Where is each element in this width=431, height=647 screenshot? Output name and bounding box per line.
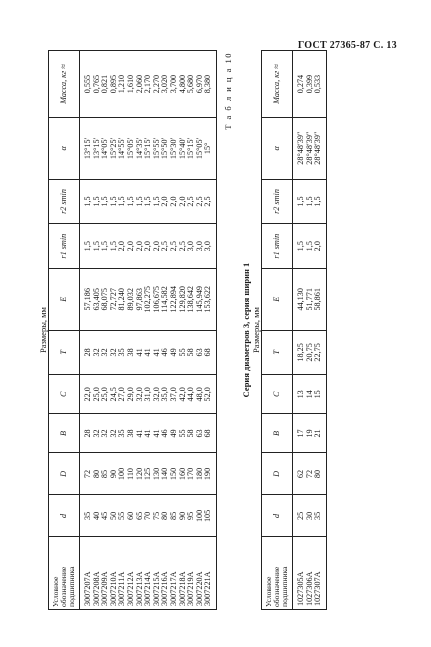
table-cell: 72 <box>305 453 314 495</box>
table-cell: 2,170 <box>144 51 153 118</box>
column-header: r1 smin <box>48 224 79 269</box>
table-cell: 49 <box>169 414 178 453</box>
table-cell: 89,032 <box>126 269 135 330</box>
table-cell: 1,5 <box>135 179 144 224</box>
dimensions-caption: Размеры, мм <box>250 307 261 353</box>
table-cell: 8,380 <box>204 51 216 118</box>
table-cell: 75 <box>152 495 161 537</box>
table-cell: 106,675 <box>152 269 161 330</box>
table-cell: 41 <box>144 414 153 453</box>
table-cell: 1,5 <box>118 179 127 224</box>
table-cell: 57,186 <box>79 269 92 330</box>
table-cell: 1,5 <box>152 179 161 224</box>
table-row <box>101 51 110 610</box>
table-cell: 3,0 <box>195 224 204 269</box>
table-cell: 45 <box>101 495 110 537</box>
column-header: T <box>48 330 79 375</box>
table-cell: 3007207А <box>79 537 92 610</box>
table-cell: 58 <box>187 414 196 453</box>
table-cell: 114,582 <box>161 269 170 330</box>
table-cell: 105 <box>204 495 216 537</box>
table-cell: 32 <box>109 414 118 453</box>
table-cell: 85 <box>101 453 110 495</box>
table-cell: 32,0 <box>135 375 144 414</box>
table-cell: 44,130 <box>292 269 305 330</box>
table-cell: 42,0 <box>178 375 187 414</box>
table-cell: 15°15ʹ <box>187 118 196 179</box>
table-cell: 138,642 <box>187 269 196 330</box>
table-cell: 3007216А <box>161 537 170 610</box>
table-body <box>79 51 216 610</box>
table-cell: 2,0 <box>144 224 153 269</box>
column-header: D <box>261 453 292 495</box>
table-cell: 25 <box>292 495 305 537</box>
table-row <box>126 51 135 610</box>
column-header: d <box>261 495 292 537</box>
table-cell: 28°48ʹ39ʺ <box>292 118 305 179</box>
column-header: Масса, кг ≈ <box>261 51 292 118</box>
table-cell: 3007220А <box>195 537 204 610</box>
table-row <box>92 51 101 610</box>
table-cell: 28 <box>79 330 92 375</box>
column-header: d <box>48 495 79 537</box>
table-cell: 22,0 <box>79 375 92 414</box>
table-row <box>292 51 305 610</box>
table-cell: 20,75 <box>305 330 314 375</box>
table-cell: 1,5 <box>79 179 92 224</box>
table-cell: 0,399 <box>305 51 314 118</box>
table-cell: 2,0 <box>169 179 178 224</box>
column-header: B <box>48 414 79 453</box>
table-cell: 6,970 <box>195 51 204 118</box>
table-cell: 1,5 <box>79 224 92 269</box>
table-cell: 68 <box>204 330 216 375</box>
table-cell: 52,0 <box>204 375 216 414</box>
table-cell: 32 <box>92 414 101 453</box>
table-cell: 55 <box>118 495 127 537</box>
table-cell: 38 <box>126 330 135 375</box>
table-cell: 30 <box>305 495 314 537</box>
table-cell: 1,5 <box>292 179 305 224</box>
table-cell: 80 <box>92 453 101 495</box>
table-cell: 63,405 <box>92 269 101 330</box>
table-cell: 1027305А <box>292 537 305 610</box>
table-cell: 80 <box>314 453 326 495</box>
table-cell: 3,0 <box>204 224 216 269</box>
column-header: α <box>261 118 292 179</box>
column-header: C <box>48 375 79 414</box>
table-cell: 2,5 <box>204 179 216 224</box>
table-cell: 24,5 <box>109 375 118 414</box>
table-cell: 68,075 <box>101 269 110 330</box>
table-cell: 122,894 <box>169 269 178 330</box>
table-cell: 3,700 <box>169 51 178 118</box>
column-header: Условное обозначение подшипника <box>48 537 79 610</box>
table-cell: 0,533 <box>314 51 326 118</box>
page-header: ГОСТ 27365-87 С. 13 <box>297 40 397 51</box>
table-cell: 2,0 <box>161 179 170 224</box>
table-row <box>79 51 92 610</box>
table-cell: 35 <box>314 495 326 537</box>
table-cell: 100 <box>118 453 127 495</box>
table-cell: 51,771 <box>305 269 314 330</box>
table-cell: 48,0 <box>195 375 204 414</box>
table-cell: 1,5 <box>92 179 101 224</box>
table-cell: 35,0 <box>161 375 170 414</box>
table-cell: 85 <box>169 495 178 537</box>
table-cell: 32 <box>109 330 118 375</box>
table-cell: 15°40ʹ <box>178 118 187 179</box>
table-cell: 17 <box>292 414 305 453</box>
table-cell: 60 <box>126 495 135 537</box>
table-cell: 1,5 <box>92 224 101 269</box>
table-cell: 3,020 <box>161 51 170 118</box>
series-caption: Серия диаметров 3, серия ширин 1 <box>240 262 251 398</box>
table-cell: 102,275 <box>144 269 153 330</box>
table-cell: 110 <box>126 453 135 495</box>
table-cell: 63 <box>195 330 204 375</box>
table-cell: 58,861 <box>314 269 326 330</box>
table-cell: 41 <box>144 330 153 375</box>
table-cell: 2,0 <box>135 224 144 269</box>
table-cell: 13°15ʹ <box>92 118 101 179</box>
table-cell: 35 <box>118 414 127 453</box>
table-cell: 29,0 <box>126 375 135 414</box>
table-cell: 1,5 <box>109 224 118 269</box>
table-cell: 14°35ʹ <box>135 118 144 179</box>
table-cell: 62 <box>292 453 305 495</box>
column-header: α <box>48 118 79 179</box>
table-cell: 37,0 <box>169 375 178 414</box>
table-cell: 28 <box>79 414 92 453</box>
table-cell: 35 <box>79 495 92 537</box>
table-cell: 129,820 <box>178 269 187 330</box>
table-cell: 90 <box>109 453 118 495</box>
table-cell: 100 <box>195 495 204 537</box>
table-cell: 15°05ʹ <box>195 118 204 179</box>
table-cell: 81,240 <box>118 269 127 330</box>
table-cell: 1,5 <box>109 179 118 224</box>
table-cell: 1,5 <box>292 224 305 269</box>
table-cell: 1,5 <box>101 224 110 269</box>
table-cell: 1,610 <box>126 51 135 118</box>
column-header: T <box>261 330 292 375</box>
table-cell: 3007221А <box>204 537 216 610</box>
column-header: Масса, кг ≈ <box>48 51 79 118</box>
table-cell: 46 <box>161 330 170 375</box>
table-cell: 140 <box>161 453 170 495</box>
table-cell: 3007217А <box>169 537 178 610</box>
table-cell: 68 <box>204 414 216 453</box>
table-row <box>169 51 178 610</box>
table-cell: 180 <box>195 453 204 495</box>
table-cell: 58 <box>187 330 196 375</box>
table-cell: 15°55ʹ <box>152 118 161 179</box>
table-cell: 41 <box>152 414 161 453</box>
table-row <box>187 51 196 610</box>
table-row <box>109 51 118 610</box>
table-cell: 95 <box>187 495 196 537</box>
table-row <box>144 51 153 610</box>
table-cell: 0,821 <box>101 51 110 118</box>
table-cell: 1,210 <box>118 51 127 118</box>
table-cell: 15°05ʹ <box>126 118 135 179</box>
table-cell: 130 <box>152 453 161 495</box>
table-cell: 32 <box>92 330 101 375</box>
dimensions-caption: Размеры, мм <box>37 307 48 353</box>
table-cell: 2,060 <box>135 51 144 118</box>
table-cell: 70 <box>144 495 153 537</box>
column-header: r2 smin <box>261 179 292 224</box>
table-header-row <box>48 51 79 610</box>
table-cell: 2,5 <box>161 224 170 269</box>
table-cell: 31,0 <box>144 375 153 414</box>
column-header: r2 smin <box>48 179 79 224</box>
table-cell: 0,555 <box>79 51 92 118</box>
table-number: Т а б л и ц а 10 <box>222 52 233 130</box>
table-cell: 3007211А <box>118 537 127 610</box>
table-cell: 160 <box>178 453 187 495</box>
table-cell: 28°48ʹ39ʺ <box>305 118 314 179</box>
table-cell: 3007208А <box>92 537 101 610</box>
table-cell: 72 <box>79 453 92 495</box>
table-cell: 150 <box>169 453 178 495</box>
table-cell: 3007214А <box>144 537 153 610</box>
table-cell: 170 <box>187 453 196 495</box>
table-cell: 153,622 <box>204 269 216 330</box>
table-cell: 55 <box>178 414 187 453</box>
table-cell: 50 <box>109 495 118 537</box>
table-cell: 32 <box>101 330 110 375</box>
table-row <box>195 51 204 610</box>
table-cell: 14°05ʹ <box>101 118 110 179</box>
table-cell: 32,0 <box>152 375 161 414</box>
rotated-content <box>36 50 396 610</box>
table-row <box>204 51 216 610</box>
table-cell: 15°30ʹ <box>169 118 178 179</box>
table-cell: 3007215А <box>152 537 161 610</box>
table-cell: 0,765 <box>92 51 101 118</box>
table-cell: 63 <box>195 414 204 453</box>
table-cell: 72,727 <box>109 269 118 330</box>
table-cell: 15°50ʹ <box>161 118 170 179</box>
table-cell: 1,5 <box>305 224 314 269</box>
bearing-table-series <box>260 50 326 610</box>
table-row <box>152 51 161 610</box>
table-cell: 22,75 <box>314 330 326 375</box>
table-cell: 25,0 <box>92 375 101 414</box>
table-row <box>161 51 170 610</box>
table-cell: 125 <box>144 453 153 495</box>
table-cell: 14 <box>305 375 314 414</box>
table-row <box>118 51 127 610</box>
table-cell: 41 <box>135 330 144 375</box>
table-row <box>135 51 144 610</box>
table-cell: 190 <box>204 453 216 495</box>
table-cell: 4,800 <box>178 51 187 118</box>
table-cell: 3007219А <box>187 537 196 610</box>
table-cell: 18,25 <box>292 330 305 375</box>
table-cell: 27,0 <box>118 375 127 414</box>
table-cell: 2,5 <box>169 224 178 269</box>
table-cell: 15°15ʹ <box>144 118 153 179</box>
table-cell: 21 <box>314 414 326 453</box>
column-header: r1 smin <box>261 224 292 269</box>
table-cell: 15°25ʹ <box>109 118 118 179</box>
table-cell: 1027306А <box>305 537 314 610</box>
table-cell: 28°48ʹ39ʺ <box>314 118 326 179</box>
table-cell: 0,274 <box>292 51 305 118</box>
column-header: E <box>261 269 292 330</box>
table-cell: 13°15ʹ <box>79 118 92 179</box>
table-cell: 14°55ʹ <box>118 118 127 179</box>
table-cell: 3007209А <box>101 537 110 610</box>
table-cell: 38 <box>126 414 135 453</box>
table-cell: 25,0 <box>101 375 110 414</box>
table-header-row <box>261 51 292 610</box>
table-cell: 1,5 <box>305 179 314 224</box>
table-cell: 2,5 <box>178 224 187 269</box>
table-cell: 1,5 <box>144 179 153 224</box>
column-header: C <box>261 375 292 414</box>
table-cell: 46 <box>161 414 170 453</box>
table-cell: 35 <box>118 330 127 375</box>
bearing-table-main <box>48 50 217 610</box>
table-cell: 44,0 <box>187 375 196 414</box>
table-cell: 32 <box>101 414 110 453</box>
table-row <box>314 51 326 610</box>
table-cell: 19 <box>305 414 314 453</box>
table-cell: 3007213А <box>135 537 144 610</box>
table-cell: 49 <box>169 330 178 375</box>
table-cell: 65 <box>135 495 144 537</box>
table-cell: 145,949 <box>195 269 204 330</box>
table-cell: 40 <box>92 495 101 537</box>
table-cell: 1,5 <box>314 179 326 224</box>
table-cell: 90 <box>178 495 187 537</box>
table-cell: 97,863 <box>135 269 144 330</box>
column-header: D <box>48 453 79 495</box>
table-cell: 120 <box>135 453 144 495</box>
table-cell: 2,0 <box>178 179 187 224</box>
table-cell: 2,270 <box>152 51 161 118</box>
table-cell: 15° <box>204 118 216 179</box>
table-cell: 1,5 <box>126 179 135 224</box>
table-cell: 3007212А <box>126 537 135 610</box>
table-cell: 5,680 <box>187 51 196 118</box>
table-cell: 2,5 <box>187 179 196 224</box>
table-cell: 2,0 <box>126 224 135 269</box>
table-cell: 2,0 <box>152 224 161 269</box>
column-header: Условное обозначение подшипника <box>261 537 292 610</box>
table-cell: 41 <box>152 330 161 375</box>
table-cell: 55 <box>178 330 187 375</box>
table-row <box>178 51 187 610</box>
table-cell: 13 <box>292 375 305 414</box>
table-cell: 2,0 <box>118 224 127 269</box>
table-cell: 3007210А <box>109 537 118 610</box>
table-cell: 15 <box>314 375 326 414</box>
table-cell: 3,0 <box>187 224 196 269</box>
table-cell: 2,5 <box>195 179 204 224</box>
column-header: E <box>48 269 79 330</box>
table-cell: 41 <box>135 414 144 453</box>
column-header: B <box>261 414 292 453</box>
table-cell: 3007218А <box>178 537 187 610</box>
table-cell: 1027307А <box>314 537 326 610</box>
table-cell: 2,0 <box>314 224 326 269</box>
table-cell: 0,895 <box>109 51 118 118</box>
table-body <box>292 51 326 610</box>
table-cell: 1,5 <box>101 179 110 224</box>
table-cell: 80 <box>161 495 170 537</box>
